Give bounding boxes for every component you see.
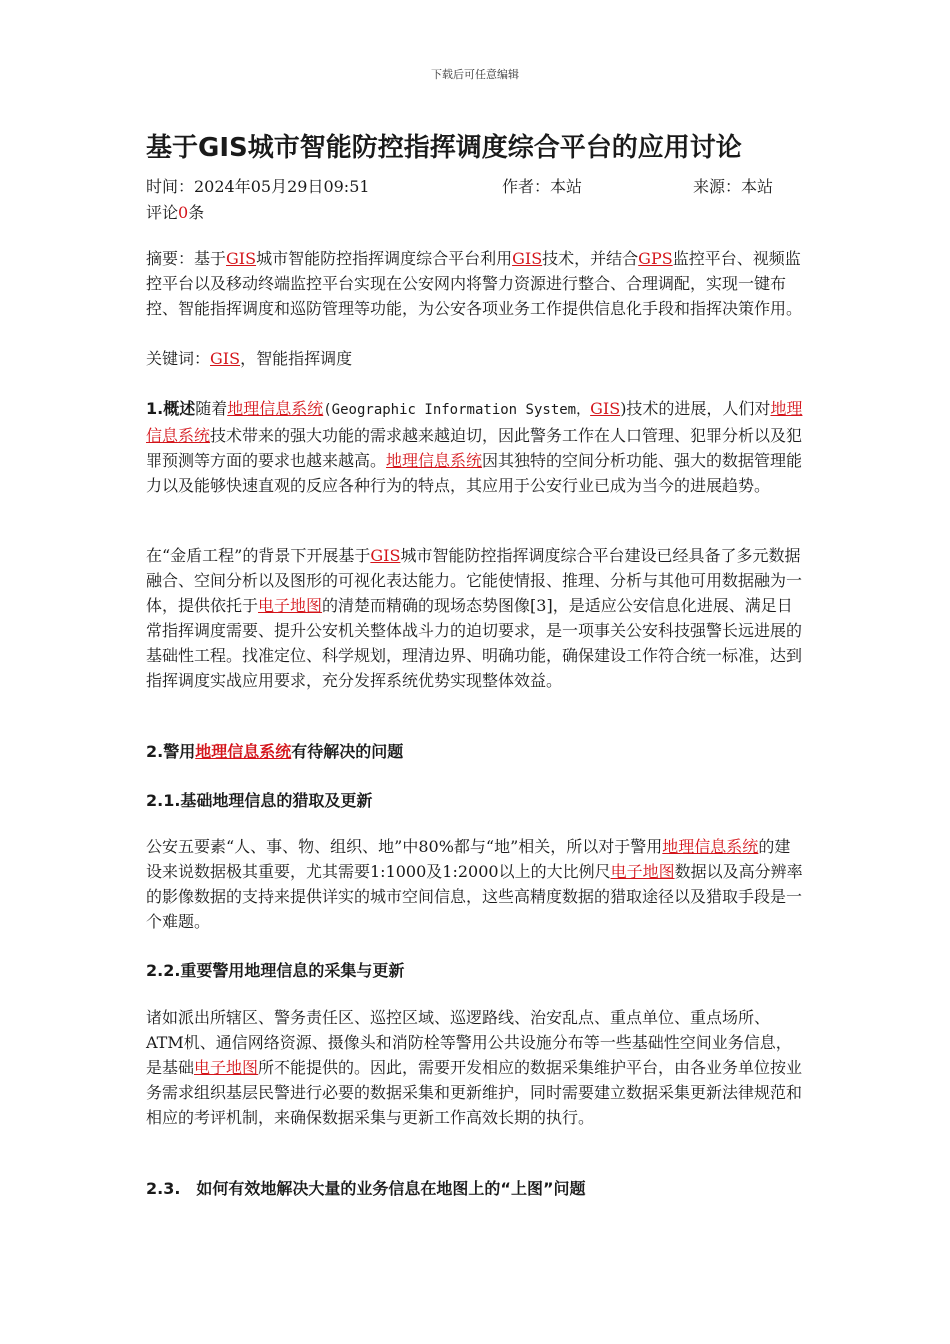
gis-system-link[interactable]: 地理信息系统 — [386, 451, 483, 470]
golden-shield-paragraph — [146, 543, 804, 693]
gis-link[interactable]: GIS — [210, 349, 241, 368]
comment-suffix: 条 — [188, 203, 205, 222]
overview-text: 随着 — [195, 399, 228, 418]
keywords-line — [146, 346, 804, 371]
abstract-text: 技术，并结合 — [542, 249, 639, 268]
header-note: 下载后可任意编辑 — [431, 68, 519, 81]
section-2-prefix: 2.警用 — [146, 742, 196, 761]
overview-text: (Geographic Information System， — [323, 402, 591, 418]
section-2-heading — [146, 739, 804, 764]
electronic-map-link[interactable]: 电子地图 — [258, 596, 323, 615]
comment-count — [146, 200, 204, 226]
gis-system-link[interactable]: 地理信息系统 — [227, 399, 324, 418]
abstract-text: 摘要：基于 — [146, 249, 227, 268]
section-2-1-text: 的建设来说数据极其重要，尤其需要1:1000及1:2000以上的大比例尺 — [146, 837, 791, 881]
article-title: 基于GIS城市智能防控指挥调度综合平台的应用讨论 — [146, 133, 742, 163]
gis-system-link[interactable]: 地理信息系统 — [662, 837, 759, 856]
overview-heading: 1.概述 — [146, 399, 196, 418]
section-2-2-paragraph — [146, 1005, 804, 1130]
publish-time: 时间：2024年05月29日09:51 — [146, 177, 370, 196]
abstract-text: 监控平台、视频监控平台以及移动终端监控平台实现在公安网内将警力资源进行整合、合理调配，实现一键布控、智能指挥调度和巡防管理等功能，为公安各项业务工作提供信息化手段和指挥决策作用。 — [146, 249, 803, 318]
electronic-map-link[interactable]: 电子地图 — [194, 1058, 259, 1077]
section-2-2-heading: 2.2.重要警用地理信息的采集与更新 — [146, 961, 405, 980]
section-2-1-heading: 2.1.基础地理信息的猎取及更新 — [146, 791, 373, 810]
golden-shield-text: 在“金盾工程”的背景下开展基于 — [146, 546, 371, 565]
section-2-1-paragraph — [146, 834, 804, 934]
gps-link[interactable]: GPS — [638, 249, 673, 268]
electronic-map-link[interactable]: 电子地图 — [610, 862, 675, 881]
section-2-1-text: 公安五要素“人、事、物、组织、地”中80%都与“地”相关，所以对于警用 — [146, 837, 663, 856]
golden-shield-text: 的清楚而精确的现场态势图像[3]，是适应公安信息化进展、满足日常指挥调度需要、提升公安机关整体战斗力的迫切要求，是一项事关公安科技强警长远进展的基础性工程。找准定位、科学规划，理清边界、明确功能，确保建设工作符合统一标准，达到指挥调度实战应用要求，充分发挥系统优势实现整体效益。 — [146, 596, 803, 690]
keywords-text: ，智能指挥调度 — [240, 349, 353, 368]
section-2-2-text: 所不能提供的。因此，需要开发相应的数据采集维护平台，由各业务单位按业务需求组织基层民警进行必要的数据采集和更新维护，同时需要建立数据采集更新法律规范和相应的考评机制，来确保数据采集与更新工作高效长期的执行。 — [146, 1058, 803, 1127]
comment-prefix: 评论 — [146, 203, 179, 222]
abstract-paragraph — [146, 246, 804, 321]
overview-text: )技术的进展，人们对 — [620, 399, 771, 418]
golden-shield-text: 城市智能防控指挥调度综合平台建设已经具备了多元数据融合、空间分析以及图形的可视化表达能力。它能使情报、推理、分析与其他可用数据融为一体，提供依托于 — [146, 546, 803, 615]
overview-text: 技术带来的强大功能的需求越来越迫切，因此警务工作在人口管理、犯罪分析以及犯罪预测等方面的要求也越来越高。 — [146, 426, 803, 470]
section-2-1-text: 数据以及高分辨率的影像数据的支持来提供详实的城市空间信息，这些高精度数据的猎取途径以及猎取手段是一个难题。 — [146, 862, 803, 931]
overview-text: 因其独特的空间分析功能、强大的数据管理能力以及能够快速直观的反应各种行为的特点，其应用于公安行业已成为当今的进展趋势。 — [146, 451, 803, 495]
gis-system-link[interactable]: 地理信息系统 — [195, 742, 292, 761]
section-2-2-text: 诸如派出所辖区、警务责任区、巡控区域、巡逻路线、治安乱点、重点单位、重点场所、ATM机、通信网络资源、摄像头和消防栓等警用公共设施分布等一些基础性空间业务信息，是基础 — [146, 1008, 792, 1077]
gis-system-link[interactable]: 地理信息系统 — [146, 399, 803, 445]
abstract-text: 城市智能防控指挥调度综合平台利用 — [256, 249, 513, 268]
overview-paragraph — [146, 396, 804, 498]
gis-link[interactable]: GIS — [590, 399, 621, 418]
gis-link[interactable]: GIS — [370, 546, 401, 565]
gis-link[interactable]: GIS — [512, 249, 543, 268]
section-2-3-heading: 2.3. 如何有效地解决大量的业务信息在地图上的“上图”问题 — [146, 1179, 586, 1198]
keywords-label: 关键词： — [146, 349, 211, 368]
comment-count-link[interactable]: 0 — [178, 203, 189, 222]
section-2-suffix: 有待解决的问题 — [291, 742, 404, 761]
author: 作者：本站 — [502, 177, 583, 196]
source: 来源：本站 — [693, 177, 774, 196]
gis-link[interactable]: GIS — [226, 249, 257, 268]
